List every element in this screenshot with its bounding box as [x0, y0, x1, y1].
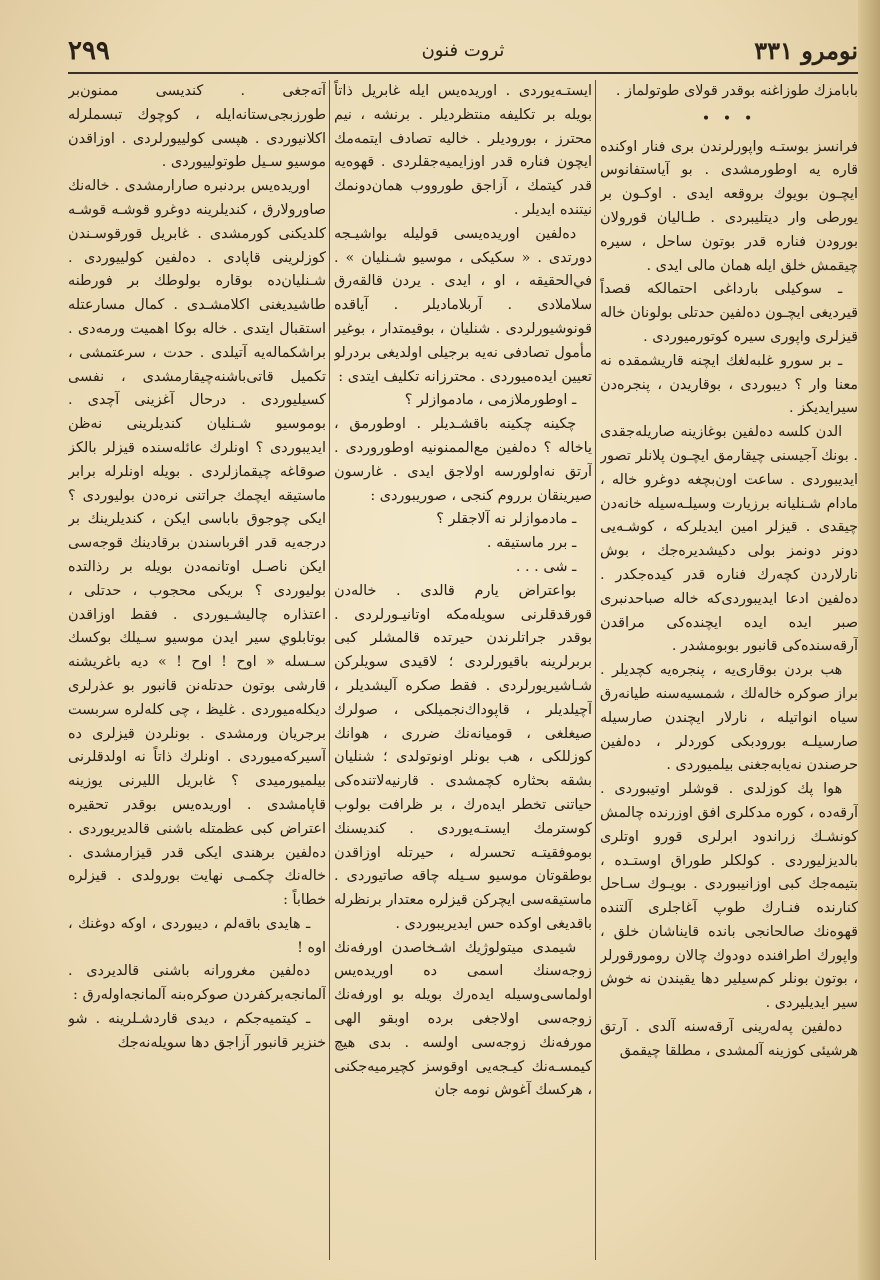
- paragraph: چكينه چكينه باقشـديلر . اوطورمق ، ياخاله ؟ ده‌لفين مع‌الممنونيه اوطوروردى . آرتق نه‌اولورسه اولاجق ايدى . غارسون صيرينقان برروم كنجى ، صوريبوردى :: [334, 416, 592, 504]
- section-separator: • • •: [701, 110, 757, 127]
- page-number: ٢٩٩: [68, 36, 110, 66]
- paragraph: ـ بر سورو غلبه‌لغك ايچنه قاريشمقده نه معنا وار ؟ ديبوردى ، بوقاريدن ، پنجره‌دن سيرايديكز .: [600, 352, 858, 417]
- paragraph: اوريده‌يس بردنبره صارارمشدى . خاله‌نك صاورولارق ، كنديلرينه دوغرو قوشـه قوشـه كلديكنى كورمشدى . غابريل قورقوسـندن كوزلرينى قاپادى . ده‌لفين كولييوردى . شـنليان‌ده بوقاره بولوطك بر فورطنه طاشيديغنى اكلامشـدى . كمال مسارعتله استقبال ايتدى . خاله بوكا اهميت ورمەدى . براشكماله‌يه آتيلدى . حدت ، سرعتمشى ، تكميل قاتى‌باشنه‌چيقارمشدى ، نفسى كسيليوردى . درحال آغزينى آچدى . بوموسيو شـنليان كنديلرينى نه‌ظن ايديبوردى ؟ اونلرك عائله‌سنده قيزلر بالكز صوقاغه چيقمازلردى . بويله اونلرله برابر ماستيقه ايچمك جراتنى نره‌دن بوليوردى ؟ ايكى چوجوق باباسى ايكن ، كنديلرينك بر درجه‌يه قدر اقرباسندن برقادينك قوجه‌سى ايكن ناصـل اوتانمەدن بويله بر رذالتده بوليوردى ؟ بريكى محجوب ، حدتلى ، اعتذاره چالیشـيوردى . فقط اوزاقدن بوتابلوي سير ايدن موسيو سـيلك بوكسك سـسله « اوح ! اوح ! » ديه باغريشنه قارشى بوتون حدتلەنن قانبور بو عذرلرى ديكله‌ميوردى . غليظ ، چى كله‌لره سربست برجريان ورمشدى . بونلردن قيزلرى ده آسيركه‌ميوردى . اونلرك ذاتاً نه اولدقلرنى بيلميورميدى ؟ غابريل الليرنى يوزينه قاپامشدى . اوريده‌يس بوقدر تحقيره اعتراض كبى عظمتله باشنى قالديريوردى . ده‌لفين برهندى ايكى قدر قيزارمشدى . خاله‌نك چكمـى نهايت بورولدى . قيزلره خطاباً :: [68, 178, 326, 909]
- paragraph: ـ شى . . .: [515, 558, 577, 575]
- paragraph: ـ برر ماستيقه .: [486, 535, 577, 552]
- text-columns: [68, 80, 858, 1260]
- paragraph: ده‌لفين اوريده‌يسى قوليله بواشيـجه دورتدى . « سكيكى ، موسيو شـنليان » . في‌الحقيقه ، او ، ايدى . يردن قالقه‌رق سلاملادى . آربلاماديلر . آياقده قونوشيورلردى . شنليان ، بوقيمتدار ، بوغير مأمول تصادفى نه‌يه برجيلى اولديغى بردرلو تعيين ايده‌ميوردى . محترزانه تكليف ايتدى :: [334, 225, 592, 385]
- paragraph: هوا پك كوزلدى . قوشلر اوتيبوردى . آرقه‌ده ، كوره مدكلرى افق اوزرنده چالمش كونشـك زراندود ابرلرى قورو اوتلرى بالديزليوردى . كولكلر طوراق اوستـده ، بتيمه‌جك كبى اوزانيبوردى . بويـوك سـاحل كنارنده فنـارك طوپ آغاجلرى آلتنده قهوه‌نك صالحانجى بانده قايناشان خلق ، واپورك اطرافنده دودوك چالان رومورقورلر ، بوتون بونلر كم‌سيلير دها يقيندن نه خوش سير ايديليردى .: [600, 781, 858, 1012]
- paragraph: ايستـه‌يوردى . اوريده‌يس ايله غابريل ذاتاً بويله بر تكليفه منتظرديلر . برنشه ، نيم محترز ، بوروديلر . خاليه تصادف ايتمەمك ايچون فناره قدر اوزايميه‌جقلردى . قهوه‌يه قدر كيتمك ، آزاجق طورووب همان‌دونمك نيتنده ايديلر .: [334, 83, 592, 218]
- paragraph: شيمدى ميتولوژيك اشـخاصدن اورفه‌نك زوجه‌سنك اسمى ده اوريده‌يس اولماسى‌وسيله ايده‌رك بويله بو اورفه‌نك زوجه‌سى اولاجغى برده اوبقو الهى مورفه‌نك زوجه‌سى اولسه . بدى هيچ كيمسـه‌نك كيـجه‌يى اوقوسز كچيرميه‌جكنى ، هركسك آغوش نومه جان: [334, 939, 592, 1099]
- paragraph: بواعتراض يارم قالدى . خاله‌دن قورقدقلرنى سويله‌مكه اوتانيـورلردى . بوقدر جراتلرندن حيرتده قالمشلر كبى بربرلرينه باقيورلردى ؛ لاقيدى سويلركن شـاشيريورلردى . فقط صكره آليشديلر ، آچيلديلر ، قاپوداك‌نجميلكى ، صولرك صيغلغى ، قوميانه‌نك ضررى ، هوانك كوزللكى ، هب بونلر اونوتولدى ؛ شنليان بشقه بحثاره كچمشدى . قارنيه‌لاتنده‌كى حياتنى تخطر ايده‌رك ، بر ظرافت بولوب كوسترمك ايستـه‌يوردى . كنديسنك بوموفقيتـه تحسرله ، حيرتله اوزاقدن بوطقوتان موسيو سـيله چاقه صاتيوردى . ماستيقه‌سى ايچركن قيزلره معتدار برنظرله باقديغى اوكده حس ايديريبوردى .: [334, 582, 592, 932]
- paragraph: ـ كيتميه‌جكم ، ديدى قاردشـلرينه . شو خنزير قانبور آزاجق دها سويله‌نه‌جك: [68, 1011, 326, 1051]
- column-left: [68, 80, 326, 1260]
- paragraph: ـ هايدى باقه‌لم ، ديبوردى ، اوكه دوغنك ، اوه !: [68, 915, 326, 956]
- paragraph: هب بردن بوقارى‌يه ، پنجره‌يه كچديلر . براز صوكره خالەلك ، شمسيه‌سنه طيانه‌رق سياه انواتيله ، نارلار ايچندن صارسيله صارسيلـه بورودبكى كوردلر ، ده‌لفين حرصندن نه‌يابه‌جغنى بيلميوردى .: [600, 662, 858, 774]
- paragraph: ـ سوكيلى بارداغى احتمالكه قصداً قيرديغى ايچـون ده‌لفين حدتلى بولونان خاله قيزلرى واپورى سيره كوتورميوردى .: [600, 281, 858, 345]
- issue-number: نومرو ٣٣١: [754, 36, 858, 65]
- paragraph: ـ اوطورملازمى ، مادموازلر ؟: [404, 392, 577, 409]
- paragraph: الدن كلسه ده‌لفين بوغازينه صاريله‌جقدى . بونك آجيسنى چيقارمق ايچـون پلانلر تصور ايديبوردى . ساعت اون‌بچغه دوغرو خاله ، مادام شـنليانه برزيارت وسيلـه‌سيله خانه‌دن چيقدى . قيزلر امين ايديلركه ، كوشـه‌يى دونر دونمز بولى دكيشديره‌جك ، بوش نارلاردن كچه‌رك فناره قدر كيده‌جكدر . ده‌لفين ادعا ايديبوردى‌كه خاله صباحدنبرى صبر ايده ايده ايچنده‌كى مراقدن آرقه‌سنده‌كى قانبور بوبومشدر .: [600, 424, 858, 655]
- page-binding-edge: [858, 0, 880, 1280]
- paragraph: ـ مادموازلر نه آلاجقلر ؟: [436, 511, 577, 528]
- page-header: [68, 36, 858, 72]
- paragraph: ده‌لفين پەلەرينى آرقه‌سنه آلدى . آرتق هرشيئى كوزينه آلمشدى ، مطلقا چيقمق: [600, 1019, 858, 1059]
- paragraph: فرانسز بوستـه واپورلرندن برى فنار اوكنده قاره يه اوطورمشدى . بو آياستفانوس ايچـون بويوك بروقعه ايدى . اوكـون بر يورطى وار ديتليبردى . طـاليان قورولان بورودن فناره قدر بوتون ساحل ، سيره چيقمش خلق ايله همان مالى ايدى .: [600, 138, 858, 274]
- paragraph: آته‌جغى . كنديسى ممنون‌بر طورزبجى‌ستانه‌ايله ، كوچوك تبسملرله اكلانيوردى . هپسى كولييورلردى . اوزاقدن موسيو سـيل طوتولييوردى .: [68, 83, 326, 171]
- paragraph: ده‌لفين مغرورانه باشنى قالديردى . آلمانجه‌بركفردن صوكره‌بنه آلمانجه‌اوله‌رق :: [68, 963, 326, 1004]
- column-middle: [334, 80, 592, 1260]
- paragraph: بابامزك طوزاغنه بوقدر قولاى طوتولماز .: [615, 83, 858, 99]
- journal-title: ثروت فنون: [421, 40, 505, 61]
- column-right: [600, 80, 858, 1260]
- header-rule: [68, 72, 858, 74]
